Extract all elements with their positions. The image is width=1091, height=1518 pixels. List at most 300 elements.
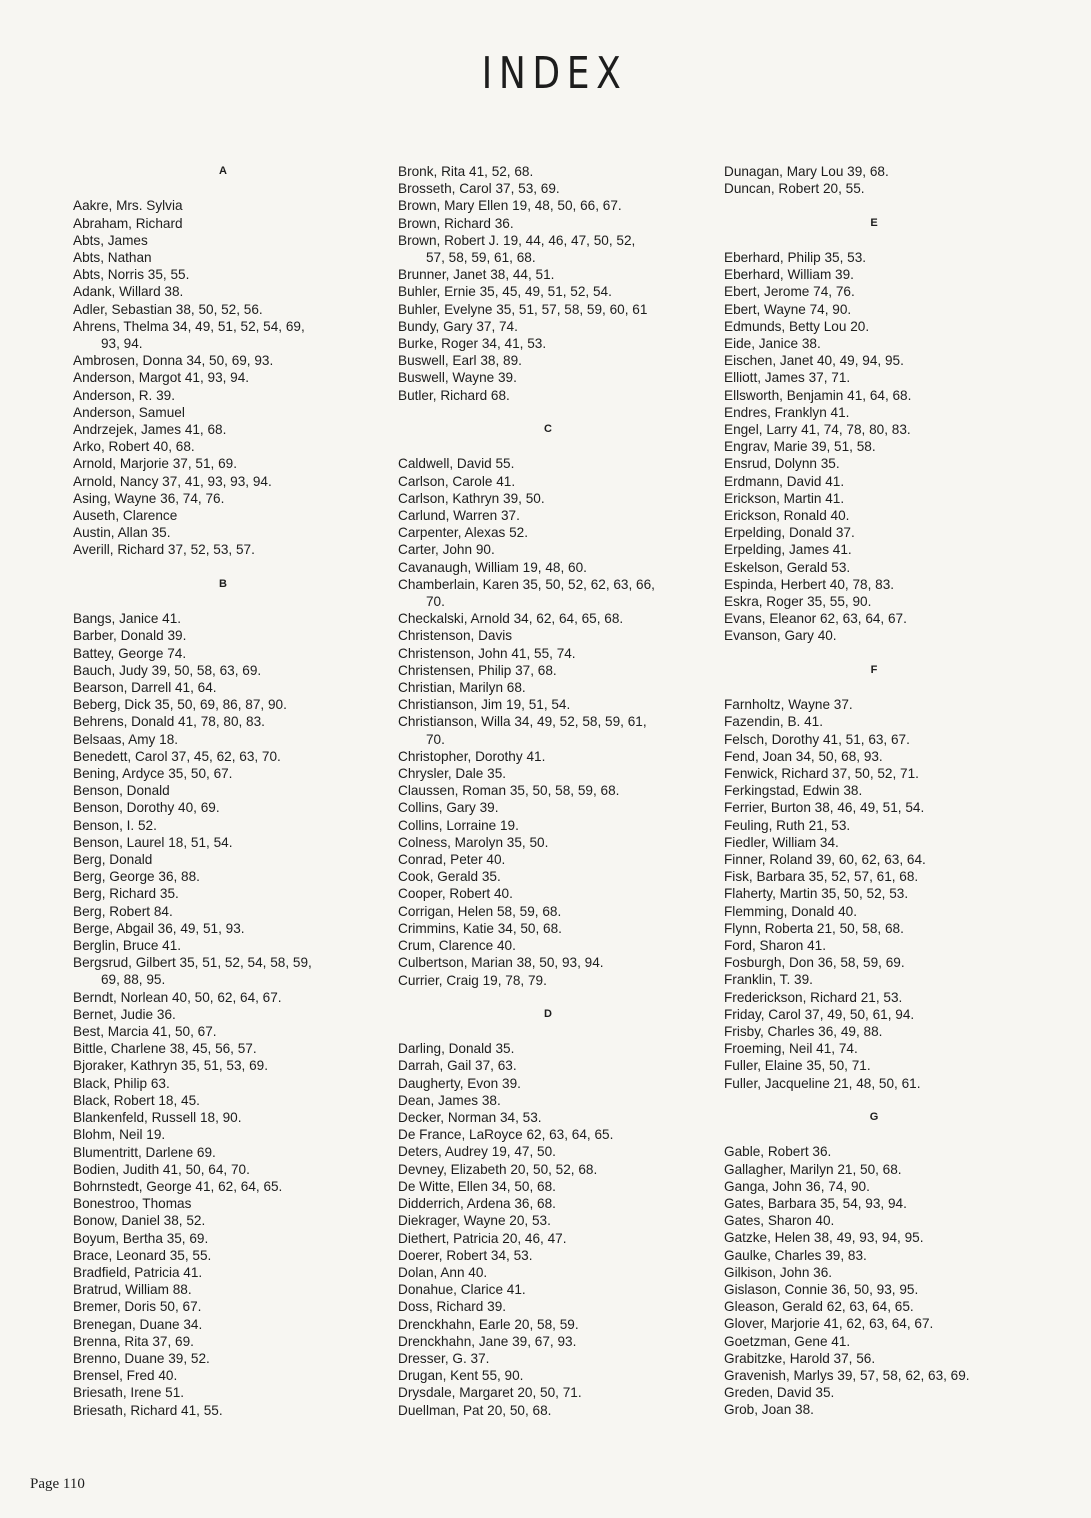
entry-text: Eskra, Roger 35, 55, 90. — [724, 594, 872, 610]
entry-text: Cook, Gerald 35. — [398, 869, 501, 885]
entry-text: Berndt, Norlean 40, 50, 62, 64, 67. — [73, 989, 282, 1005]
index-entry — [724, 1178, 1024, 1195]
entry-text: Auseth, Clarence — [73, 508, 178, 524]
index-entry — [398, 507, 698, 524]
index-entry — [724, 1143, 1024, 1160]
section-letter: C — [544, 423, 552, 436]
entry-text: Currier, Craig 19, 78, 79. — [398, 972, 547, 988]
index-entry — [73, 1384, 373, 1401]
entry-text: Arnold, Marjorie 37, 51, 69. — [73, 456, 237, 472]
entry-text: Christensen, Philip 37, 68. — [398, 662, 557, 678]
entry-text: Fosburgh, Don 36, 58, 59, 69. — [724, 955, 905, 971]
entry-text: Anderson, Margot 41, 93, 94. — [73, 370, 250, 386]
index-entry — [724, 1401, 1024, 1418]
section-letter: D — [544, 1007, 552, 1020]
entry-text: Abts, James — [73, 232, 148, 248]
entry-text: Carlson, Carole 41. — [398, 473, 516, 489]
index-column-3 — [724, 163, 1024, 1419]
index-section — [724, 1092, 1024, 1419]
entry-text: Erdmann, David 41. — [724, 473, 845, 489]
index-entry — [73, 1178, 373, 1195]
entry-text: Evans, Eleanor 62, 63, 64, 67. — [724, 611, 907, 627]
index-entry — [398, 266, 698, 283]
entry-text: Adler, Sebastian 38, 50, 52, 56. — [73, 301, 263, 317]
entry-text: Bonow, Daniel 38, 52. — [73, 1213, 206, 1229]
entry-text: Bening, Ardyce 35, 50, 67. — [73, 766, 233, 782]
index-entry — [398, 1195, 698, 1212]
index-entry — [724, 971, 1024, 988]
entry-text: Crum, Clarence 40. — [398, 938, 516, 954]
entry-text: Fazendin, B. 41. — [724, 714, 823, 730]
entry-continuation: 70. — [426, 731, 445, 747]
entry-text: Brosseth, Carol 37, 53, 69. — [398, 181, 560, 197]
index-section — [73, 559, 373, 1419]
index-entry — [398, 817, 698, 834]
entry-text: Drenckhahn, Jane 39, 67, 93. — [398, 1333, 577, 1349]
entry-text: Decker, Norman 34, 53. — [398, 1110, 542, 1126]
entry-text: Greden, David 35. — [724, 1385, 835, 1401]
entry-text: Anderson, R. 39. — [73, 387, 176, 403]
entry-text: Donahue, Clarice 41. — [398, 1282, 526, 1298]
entry-text: Crimmins, Katie 34, 50, 68. — [398, 920, 562, 936]
index-entry — [73, 627, 373, 644]
index-entry — [724, 1384, 1024, 1401]
entry-text: Drugan, Kent 55, 90. — [398, 1368, 524, 1384]
index-entry — [398, 1281, 698, 1298]
index-entry — [73, 1057, 373, 1074]
index-entry — [398, 1402, 698, 1419]
entry-text: Bernet, Judie 36. — [73, 1006, 176, 1022]
entry-text: Erickson, Martin 41. — [724, 490, 845, 506]
index-entry — [724, 1057, 1024, 1074]
entry-text: Black, Robert 18, 45. — [73, 1092, 200, 1108]
index-entry — [73, 1126, 373, 1143]
index-entry — [398, 352, 698, 369]
section-letter: E — [870, 216, 878, 229]
index-entry — [73, 215, 373, 232]
index-entry — [398, 283, 698, 300]
entry-text: Buswell, Earl 38, 89. — [398, 353, 522, 369]
index-entry — [398, 215, 698, 232]
index-entry — [73, 1212, 373, 1229]
entry-text: Ambrosen, Donna 34, 50, 69, 93. — [73, 353, 274, 369]
entry-text: Brenegan, Duane 34. — [73, 1316, 203, 1332]
index-entry — [724, 937, 1024, 954]
index-entry — [398, 232, 698, 266]
entry-text: Burke, Roger 34, 41, 53. — [398, 336, 547, 352]
entry-text: Christian, Marilyn 68. — [398, 680, 526, 696]
index-entry — [73, 1333, 373, 1350]
entry-text: Deters, Audrey 19, 47, 50. — [398, 1144, 556, 1160]
section-letter: A — [219, 165, 227, 177]
index-entry — [724, 1195, 1024, 1212]
index-section — [398, 163, 698, 404]
index-entry — [398, 1143, 698, 1160]
index-entry — [724, 541, 1024, 558]
index-entry — [724, 885, 1024, 902]
entry-text: Claussen, Roman 35, 50, 58, 59, 68. — [398, 783, 620, 799]
entry-text: Arko, Robert 40, 68. — [73, 439, 195, 455]
entry-text: Gleason, Gerald 62, 63, 64, 65. — [724, 1299, 914, 1315]
index-section — [724, 645, 1024, 1092]
entry-text: Christopher, Dorothy 41. — [398, 748, 546, 764]
index-entry — [724, 1040, 1024, 1057]
entry-text: Finner, Roland 39, 60, 62, 63, 64. — [724, 852, 926, 868]
index-entry — [398, 696, 698, 713]
index-entry — [724, 507, 1024, 524]
entry-text: Best, Marcia 41, 50, 67. — [73, 1024, 217, 1040]
index-entry — [73, 1247, 373, 1264]
entry-text: Beberg, Dick 35, 50, 69, 86, 87, 90. — [73, 697, 287, 713]
entry-text: Fisk, Barbara 35, 52, 57, 61, 68. — [724, 869, 919, 885]
index-entry — [73, 455, 373, 472]
index-entry — [398, 1212, 698, 1229]
entry-text: Berg, George 36, 88. — [73, 869, 200, 885]
index-entry — [724, 817, 1024, 834]
entry-text: Barber, Donald 39. — [73, 628, 187, 644]
entry-text: Engel, Larry 41, 74, 78, 80, 83. — [724, 422, 911, 437]
index-column-1 — [73, 163, 373, 1419]
index-entry — [73, 541, 373, 558]
entry-text: Arnold, Nancy 37, 41, 93, 93, 94. — [73, 473, 272, 489]
entry-text: Berglin, Bruce 41. — [73, 938, 182, 954]
entry-text: Ensrud, Dolynn 35. — [724, 456, 840, 472]
entry-text: Fenwick, Richard 37, 50, 52, 71. — [724, 766, 919, 782]
entry-text: Blohm, Neil 19. — [73, 1127, 166, 1143]
index-entry — [73, 1264, 373, 1281]
index-entry — [73, 1023, 373, 1040]
entry-text: Brenna, Rita 37, 69. — [73, 1333, 194, 1349]
index-entry — [398, 1264, 698, 1281]
index-entry — [724, 404, 1024, 421]
index-entry — [73, 266, 373, 283]
entry-text: Grabitzke, Harold 37, 56. — [724, 1350, 876, 1366]
section-gap — [398, 404, 698, 421]
index-entry — [724, 301, 1024, 318]
entry-text: Frisby, Charles 36, 49, 88. — [724, 1024, 883, 1040]
entry-text: Bohrnstedt, George 41, 62, 64, 65. — [73, 1178, 283, 1194]
index-entry — [398, 782, 698, 799]
index-entry — [724, 1367, 1024, 1384]
index-entry — [724, 1161, 1024, 1178]
index-entry — [73, 387, 373, 404]
index-entry — [398, 610, 698, 627]
entry-text: Eskelson, Gerald 53. — [724, 559, 851, 575]
index-entry — [398, 1230, 698, 1247]
entry-continuation: 57, 58, 59, 61, 68. — [426, 250, 536, 266]
entry-text: Chrysler, Dale 35. — [398, 766, 507, 782]
index-entry — [724, 989, 1024, 1006]
entry-text: Ellsworth, Benjamin 41, 64, 68. — [724, 387, 912, 403]
entry-continuation: 69, 88, 95. — [101, 972, 166, 988]
entry-text: Ford, Sharon 41. — [724, 938, 827, 954]
index-entry — [724, 1006, 1024, 1023]
index-entry — [73, 473, 373, 490]
entry-text: Culbertson, Marian 38, 50, 93, 94. — [398, 955, 604, 971]
index-entry — [73, 1161, 373, 1178]
index-entry — [724, 920, 1024, 937]
entry-text: Brensel, Fred 40. — [73, 1368, 178, 1384]
entry-text: Brown, Mary Ellen 19, 48, 50, 66, 67. — [398, 198, 622, 214]
index-entry — [73, 765, 373, 782]
index-entry — [73, 438, 373, 455]
index-entry — [73, 920, 373, 937]
entry-text: Dresser, G. 37. — [398, 1350, 490, 1366]
index-entry — [73, 782, 373, 799]
entry-text: De Witte, Ellen 34, 50, 68. — [398, 1178, 556, 1194]
entry-text: Bundy, Gary 37, 74. — [398, 318, 518, 334]
entry-text: Gaulke, Charles 39, 83. — [724, 1247, 867, 1263]
index-entry — [73, 868, 373, 885]
entry-text: Collins, Gary 39. — [398, 800, 499, 816]
entry-text: Bangs, Janice 41. — [73, 611, 182, 627]
entry-text: Averill, Richard 37, 52, 53, 57. — [73, 542, 255, 558]
index-entry — [724, 524, 1024, 541]
index-entry — [73, 404, 373, 421]
index-entry — [724, 473, 1024, 490]
index-entry — [73, 1402, 373, 1419]
index-entry — [398, 851, 698, 868]
index-entry — [73, 799, 373, 816]
index-entry — [724, 799, 1024, 816]
index-entry — [724, 765, 1024, 782]
index-entry — [73, 524, 373, 541]
entry-text: Berge, Abgail 36, 49, 51, 93. — [73, 920, 245, 936]
entry-text: Eberhard, Philip 35, 53. — [724, 249, 867, 265]
entry-text: Drenckhahn, Earle 20, 58, 59. — [398, 1316, 579, 1332]
entry-text: Bearson, Darrell 41, 64. — [73, 680, 217, 696]
entry-text: Glover, Marjorie 41, 62, 63, 64, 67. — [724, 1316, 934, 1332]
entry-text: Ganga, John 36, 74, 90. — [724, 1178, 870, 1194]
entry-text: Cavanaugh, William 19, 48, 60. — [398, 559, 587, 575]
index-entry — [724, 421, 1024, 438]
index-entry — [73, 713, 373, 730]
section-letter: B — [219, 577, 227, 590]
entry-text: Endres, Franklyn 41. — [724, 404, 850, 420]
section-gap — [398, 989, 698, 1006]
entry-text: Devney, Elizabeth 20, 50, 52, 68. — [398, 1161, 598, 1177]
index-entry — [724, 1281, 1024, 1298]
entry-text: Carlson, Kathryn 39, 50. — [398, 490, 545, 506]
entry-text: Duellman, Pat 20, 50, 68. — [398, 1402, 552, 1418]
index-entry — [73, 645, 373, 662]
section-gap — [73, 559, 373, 576]
index-entry — [398, 1126, 698, 1143]
index-entry — [73, 1350, 373, 1367]
index-entry — [73, 490, 373, 507]
index-entry — [73, 352, 373, 369]
index-entry — [398, 1367, 698, 1384]
entry-text: Dunagan, Mary Lou 39, 68. — [724, 164, 889, 179]
entry-text: Flynn, Roberta 21, 50, 58, 68. — [724, 920, 904, 936]
index-entry — [398, 197, 698, 214]
index-section — [398, 989, 698, 1419]
index-entry — [724, 731, 1024, 748]
index-entry — [724, 593, 1024, 610]
index-entry — [398, 369, 698, 386]
entry-text: Brace, Leonard 35, 55. — [73, 1247, 212, 1263]
entry-text: Flaherty, Martin 35, 50, 52, 53. — [724, 886, 909, 902]
index-entry — [398, 387, 698, 404]
entry-text: Elliott, James 37, 71. — [724, 370, 851, 386]
index-entry — [73, 507, 373, 524]
entry-text: Eischen, Janet 40, 49, 94, 95. — [724, 353, 904, 369]
index-entry — [724, 369, 1024, 386]
entry-text: Ebert, Wayne 74, 90. — [724, 301, 852, 317]
index-entry — [398, 541, 698, 558]
entry-text: Drysdale, Margaret 20, 50, 71. — [398, 1385, 582, 1401]
entry-text: Farnholtz, Wayne 37. — [724, 697, 853, 713]
index-entry — [73, 748, 373, 765]
index-entry — [724, 1075, 1024, 1092]
entry-text: Dean, James 38. — [398, 1092, 501, 1108]
index-entry — [724, 1229, 1024, 1246]
index-entry — [724, 627, 1024, 644]
entry-text: Ferrier, Burton 38, 46, 49, 51, 54. — [724, 800, 925, 816]
entry-text: Gravenish, Marlys 39, 57, 58, 62, 63, 69. — [724, 1368, 970, 1384]
entry-text: Daugherty, Evon 39. — [398, 1075, 521, 1091]
index-entry — [73, 1281, 373, 1298]
entry-text: Edmunds, Betty Lou 20. — [724, 318, 870, 334]
entry-text: Bradfield, Patricia 41. — [73, 1264, 203, 1280]
section-letter: G — [869, 1111, 879, 1124]
index-entry — [73, 421, 373, 438]
index-entry — [724, 1212, 1024, 1229]
index-entry — [724, 1023, 1024, 1040]
index-entry — [724, 782, 1024, 799]
entry-text: Benson, Dorothy 40, 69. — [73, 800, 220, 816]
index-entry — [73, 1006, 373, 1023]
entry-text: Christianson, Willa 34, 49, 52, 58, 59, 61, — [398, 714, 647, 730]
index-entry — [73, 954, 373, 988]
entry-text: Colness, Marolyn 35, 50. — [398, 834, 549, 850]
index-entry — [724, 834, 1024, 851]
index-section — [73, 163, 373, 559]
index-entry — [398, 868, 698, 885]
entry-text: Aakre, Mrs. Sylvia — [73, 198, 183, 214]
entry-text: Battey, George 74. — [73, 645, 187, 661]
index-entry — [398, 1092, 698, 1109]
index-column-2 — [398, 163, 698, 1419]
section-letter: F — [870, 663, 878, 676]
index-entry — [73, 232, 373, 249]
entry-text: Grob, Joan 38. — [724, 1402, 814, 1418]
entry-text: Bodien, Judith 41, 50, 64, 70. — [73, 1161, 250, 1177]
index-entry — [724, 283, 1024, 300]
entry-text: Felsch, Dorothy 41, 51, 63, 67. — [724, 731, 910, 747]
entry-text: Boyum, Bertha 35, 69. — [73, 1230, 209, 1246]
entry-text: Berg, Donald — [73, 852, 153, 868]
index-entry — [398, 163, 698, 180]
index-entry — [73, 1109, 373, 1126]
index-entry — [724, 455, 1024, 472]
index-entry — [398, 490, 698, 507]
entry-text: Bratrud, William 88. — [73, 1282, 192, 1298]
entry-text: Doss, Richard 39. — [398, 1299, 507, 1315]
entry-text: Darrah, Gail 37, 63. — [398, 1058, 517, 1074]
entry-text: Bronk, Rita 41, 52, 68. — [398, 164, 534, 179]
entry-text: Gislason, Connie 36, 50, 93, 95. — [724, 1282, 919, 1298]
index-entry — [398, 576, 698, 610]
entry-text: Bergsrud, Gilbert 35, 51, 52, 54, 58, 59, — [73, 955, 312, 971]
entry-text: Bauch, Judy 39, 50, 58, 63, 69. — [73, 662, 262, 678]
index-entry — [724, 1264, 1024, 1281]
index-section — [724, 163, 1024, 197]
index-entry — [398, 679, 698, 696]
index-entry — [398, 1178, 698, 1195]
index-entry — [398, 1109, 698, 1126]
index-entry — [398, 799, 698, 816]
entry-text: Adank, Willard 38. — [73, 284, 184, 300]
entry-text: Blankenfeld, Russell 18, 90. — [73, 1110, 242, 1126]
index-entry — [73, 1230, 373, 1247]
index-entry — [398, 937, 698, 954]
entry-text: Cooper, Robert 40. — [398, 886, 513, 902]
entry-text: Gates, Barbara 35, 54, 93, 94. — [724, 1196, 907, 1212]
entry-text: Gatzke, Helen 38, 49, 93, 94, 95. — [724, 1230, 924, 1246]
entry-text: Evanson, Gary 40. — [724, 628, 837, 644]
index-entry — [398, 954, 698, 971]
entry-text: Dolan, Ann 40. — [398, 1264, 488, 1280]
index-entry — [398, 559, 698, 576]
index-entry — [73, 1144, 373, 1161]
entry-text: Carpenter, Alexas 52. — [398, 525, 528, 541]
index-entry — [398, 1075, 698, 1092]
index-entry — [398, 455, 698, 472]
entry-text: Fuller, Jacqueline 21, 48, 50, 61. — [724, 1075, 921, 1091]
entry-text: Belsaas, Amy 18. — [73, 731, 179, 747]
index-entry — [73, 1298, 373, 1315]
entry-text: Goetzman, Gene 41. — [724, 1333, 851, 1349]
entry-text: Brunner, Janet 38, 44, 51. — [398, 267, 555, 283]
index-entry — [73, 731, 373, 748]
index-entry — [724, 610, 1024, 627]
index-entry — [398, 972, 698, 989]
entry-text: Duncan, Robert 20, 55. — [724, 181, 865, 197]
entry-text: Berg, Richard 35. — [73, 886, 179, 902]
index-entry — [398, 1247, 698, 1264]
index-entry — [73, 369, 373, 386]
index-entry — [398, 748, 698, 765]
index-entry — [398, 765, 698, 782]
index-entry — [398, 301, 698, 318]
entry-text: Didderrich, Ardena 36, 68. — [398, 1196, 556, 1212]
entry-text: Benson, Laurel 18, 51, 54. — [73, 834, 233, 850]
index-entry — [398, 318, 698, 335]
entry-text: Diekrager, Wayne 20, 53. — [398, 1213, 551, 1229]
entry-text: Diethert, Patricia 20, 46, 47. — [398, 1230, 567, 1246]
entry-text: Gilkison, John 36. — [724, 1264, 833, 1280]
index-entry — [398, 1350, 698, 1367]
entry-text: Anderson, Samuel — [73, 404, 185, 420]
index-entry — [73, 1316, 373, 1333]
index-entry — [73, 817, 373, 834]
entry-text: Butler, Richard 68. — [398, 387, 510, 403]
index-entry — [398, 834, 698, 851]
index-entry — [398, 645, 698, 662]
entry-text: Briesath, Richard 41, 55. — [73, 1402, 223, 1418]
index-entry — [724, 1247, 1024, 1264]
index-entry — [73, 662, 373, 679]
entry-text: Abts, Norris 35, 55. — [73, 267, 190, 283]
index-entry — [73, 1092, 373, 1109]
entry-text: Briesath, Irene 51. — [73, 1385, 185, 1401]
index-entry — [724, 163, 1024, 180]
entry-continuation: 70. — [426, 594, 445, 610]
index-entry — [398, 1298, 698, 1315]
entry-text: Engrav, Marie 39, 51, 58. — [724, 439, 876, 455]
index-entry — [73, 937, 373, 954]
